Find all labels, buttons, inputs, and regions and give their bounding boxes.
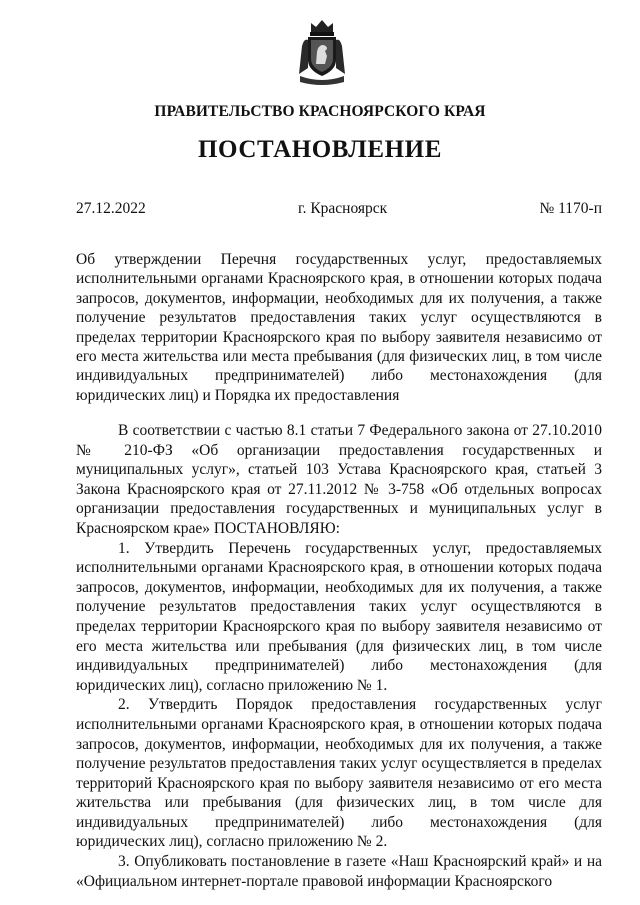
document-date: 27.12.2022 [76,200,146,217]
item-1-paragraph: 1. Утвердить Перечень государственных услуг, предоставляемых исполнительными органами Красноярского края, в отношении которых подача запросов, документов, информации, необходимых для их получения, а также получение результатов предоставления таких услуг осуществляются в пределах территории Красноярского края по выбору заявителя независимо от его места жительства или пребывания (для физических лиц, в том числе индивидуальных предпринимателей) либо местонахождения (для юридических лиц), согласно приложению № 1. [76,539,602,694]
item-2-paragraph: 2. Утвердить Порядок предоставления государственных услуг исполнительными органами Красноярского края, в отношении которых подача запросов, документов, информации, необходимых для их получения, а также получение результатов предоставления таких услуг осуществляется в пределах территорий Красноярского края по выбору заявителя независимо от его места жительства или пребывания (для физических лиц, в том числе для индивидуальных предпринимателей) либо местонахождения (для юридических лиц), согласно приложению № 2. [76,696,602,851]
document-number: № 1170-п [539,200,602,217]
document-body [76,421,602,891]
document-type: ПОСТАНОВЛЕНИЕ [197,136,443,163]
organization-name: ПРАВИТЕЛЬСТВО КРАСНОЯРСКОГО КРАЯ [154,103,486,120]
document-meta [76,200,602,218]
item-3-paragraph: 3. Опубликовать постановление в газете «Наш Красноярский край» и на «Официальном интернет-портале правовой информации Красноярского [76,853,602,890]
krasnoyarsk-coat-of-arms-icon [296,18,348,88]
document-city: г. Красноярск [297,200,388,217]
document-subject: Об утверждении Перечня государственных услуг, предоставляемых исполнительными органами Красноярского края, в отношении которых подача запросов, документов, информации, необходимых для их получения, а также получение результатов предоставления таких услуг осуществляются в пределах территории Красноярского края по выбору заявителя независимо от его места жительства или места пребывания (для физических лиц, в том числе индивидуальных предпринимателей) либо местонахождения (для юридических лиц) и Порядка их предоставления [76,251,602,404]
preamble-paragraph: В соответствии с частью 8.1 статьи 7 Федерального закона от 27.10.2010 № 210-ФЗ «Об организации предоставления государственных и муниципальных услуг», статьей 103 Устава Красноярского края, статьей 3 Закона Красноярского края от 27.11.2012 № 3-758 «Об отдельных вопросах организации предоставления государственных и муниципальных услуг в Красноярском крае» ПОСТАНОВЛЯЮ: [76,422,602,537]
